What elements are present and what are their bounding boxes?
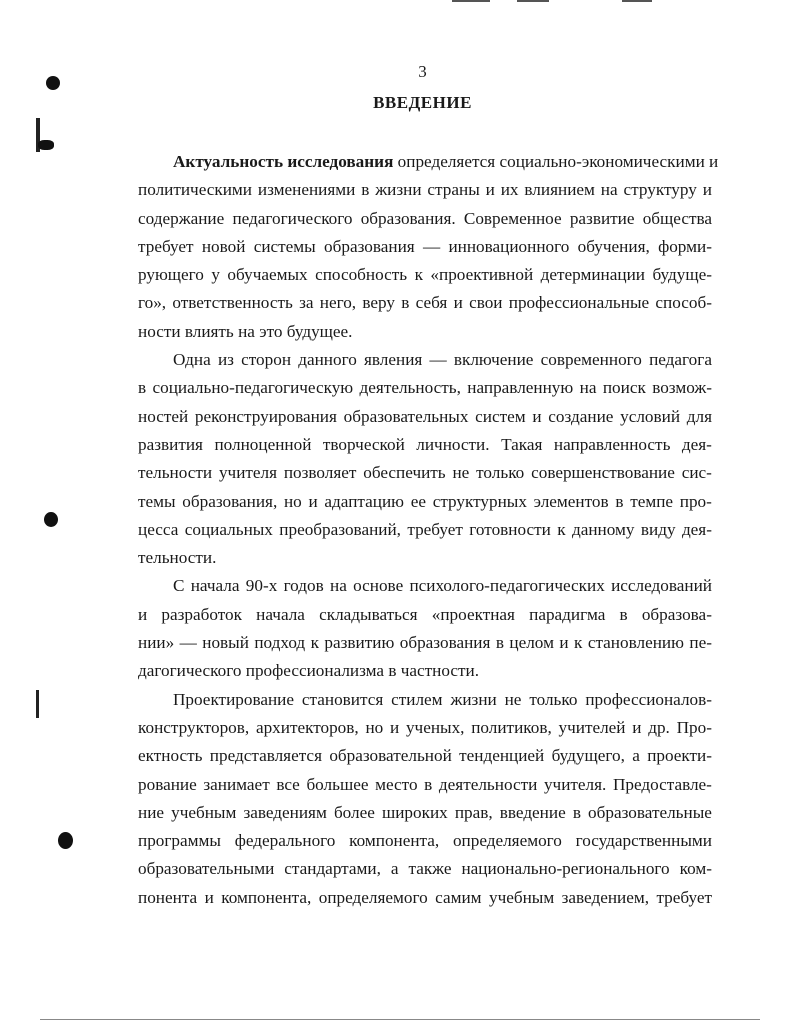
text-line: ектность представляется образовательной тенденцией будущего, а проекти- <box>138 746 712 766</box>
ink-blot-3 <box>58 832 73 849</box>
margin-tick <box>36 690 39 718</box>
text-line: цесса социальных преобразований, требует готовности к данному виду дея- <box>138 519 712 539</box>
bottom-scan-line <box>40 1019 760 1020</box>
lead-bold-phrase: Актуальность исследования <box>173 152 394 171</box>
text-line: Одна из сторон данного явления — включение современного педагога <box>173 350 712 370</box>
text-line: образовательными стандартами, а также национально-регионального ком- <box>138 859 712 879</box>
text-line: ностей реконструирования образовательных систем и создание условий для <box>138 406 712 426</box>
paragraph-4 <box>138 686 712 912</box>
paragraph-1 <box>138 148 719 346</box>
text-line: Актуальность исследования определяется социально-экономическими и <box>138 148 712 176</box>
text-line: нии» — новый подход к развитию образования в целом и к становлению пе- <box>138 633 712 653</box>
ink-blot-2 <box>44 512 58 527</box>
text-line: требует новой системы образования — инновационного обучения, форми- <box>138 236 712 256</box>
body-text <box>138 148 719 912</box>
text-line: рующего у обучаемых способность к «проективной детерминации будуще- <box>138 265 712 285</box>
text-line: развития полноценной творческой личности. Такая направленность дея- <box>138 434 712 454</box>
text-line: го», ответственность за него, веру в себя и свои профессиональные способ- <box>138 293 712 313</box>
page-title: ВВЕДЕНИЕ <box>373 93 472 112</box>
text-line: политическими изменениями в жизни страны и их влиянием на структуру и <box>138 180 712 200</box>
top-scan-line-left <box>452 0 490 2</box>
text-line: ние учебным заведениям более широких прав, введение в образовательные <box>138 802 712 822</box>
text-line: ности влиять на это будущее. <box>138 321 353 341</box>
text-line: тельности учителя позволяет обеспечить не только совершенствование сис- <box>138 463 712 483</box>
text-line: Проектирование становится стилем жизни не только профессионалов- <box>173 689 712 709</box>
text-line: в социально-педагогическую деятельность, направленную на поиск возмож- <box>138 378 712 398</box>
text-line: тельности. <box>138 548 217 568</box>
paragraph-2 <box>138 346 712 572</box>
text-line: С начала 90-х годов на основе психолого-педагогических исследований <box>173 576 712 596</box>
text-line: темы образования, но и адаптацию ее структурных элементов в темпе про- <box>138 491 712 511</box>
top-scan-line-right <box>622 0 652 2</box>
text-line: понента и компонента, определяемого самим учебным заведением, требует <box>138 887 712 907</box>
binding-mark-foot <box>38 140 54 150</box>
text-line: программы федерального компонента, определяемого государственными <box>138 831 712 851</box>
text-line: дагогического профессионализма в частности. <box>138 661 480 681</box>
text-line: содержание педагогического образования. Современное развитие общества <box>138 208 712 228</box>
paragraph-3 <box>138 572 712 685</box>
text-line: рование занимает все большее место в деятельности учителя. Предоставле- <box>138 774 712 794</box>
text-line: и разработок начала складываться «проектная парадигма в образова- <box>138 604 712 624</box>
page-number: 3 <box>418 62 427 81</box>
text-line: конструкторов, архитекторов, но и ученых, политиков, учителей и др. Про- <box>138 717 712 737</box>
top-scan-line-mid <box>517 0 549 2</box>
